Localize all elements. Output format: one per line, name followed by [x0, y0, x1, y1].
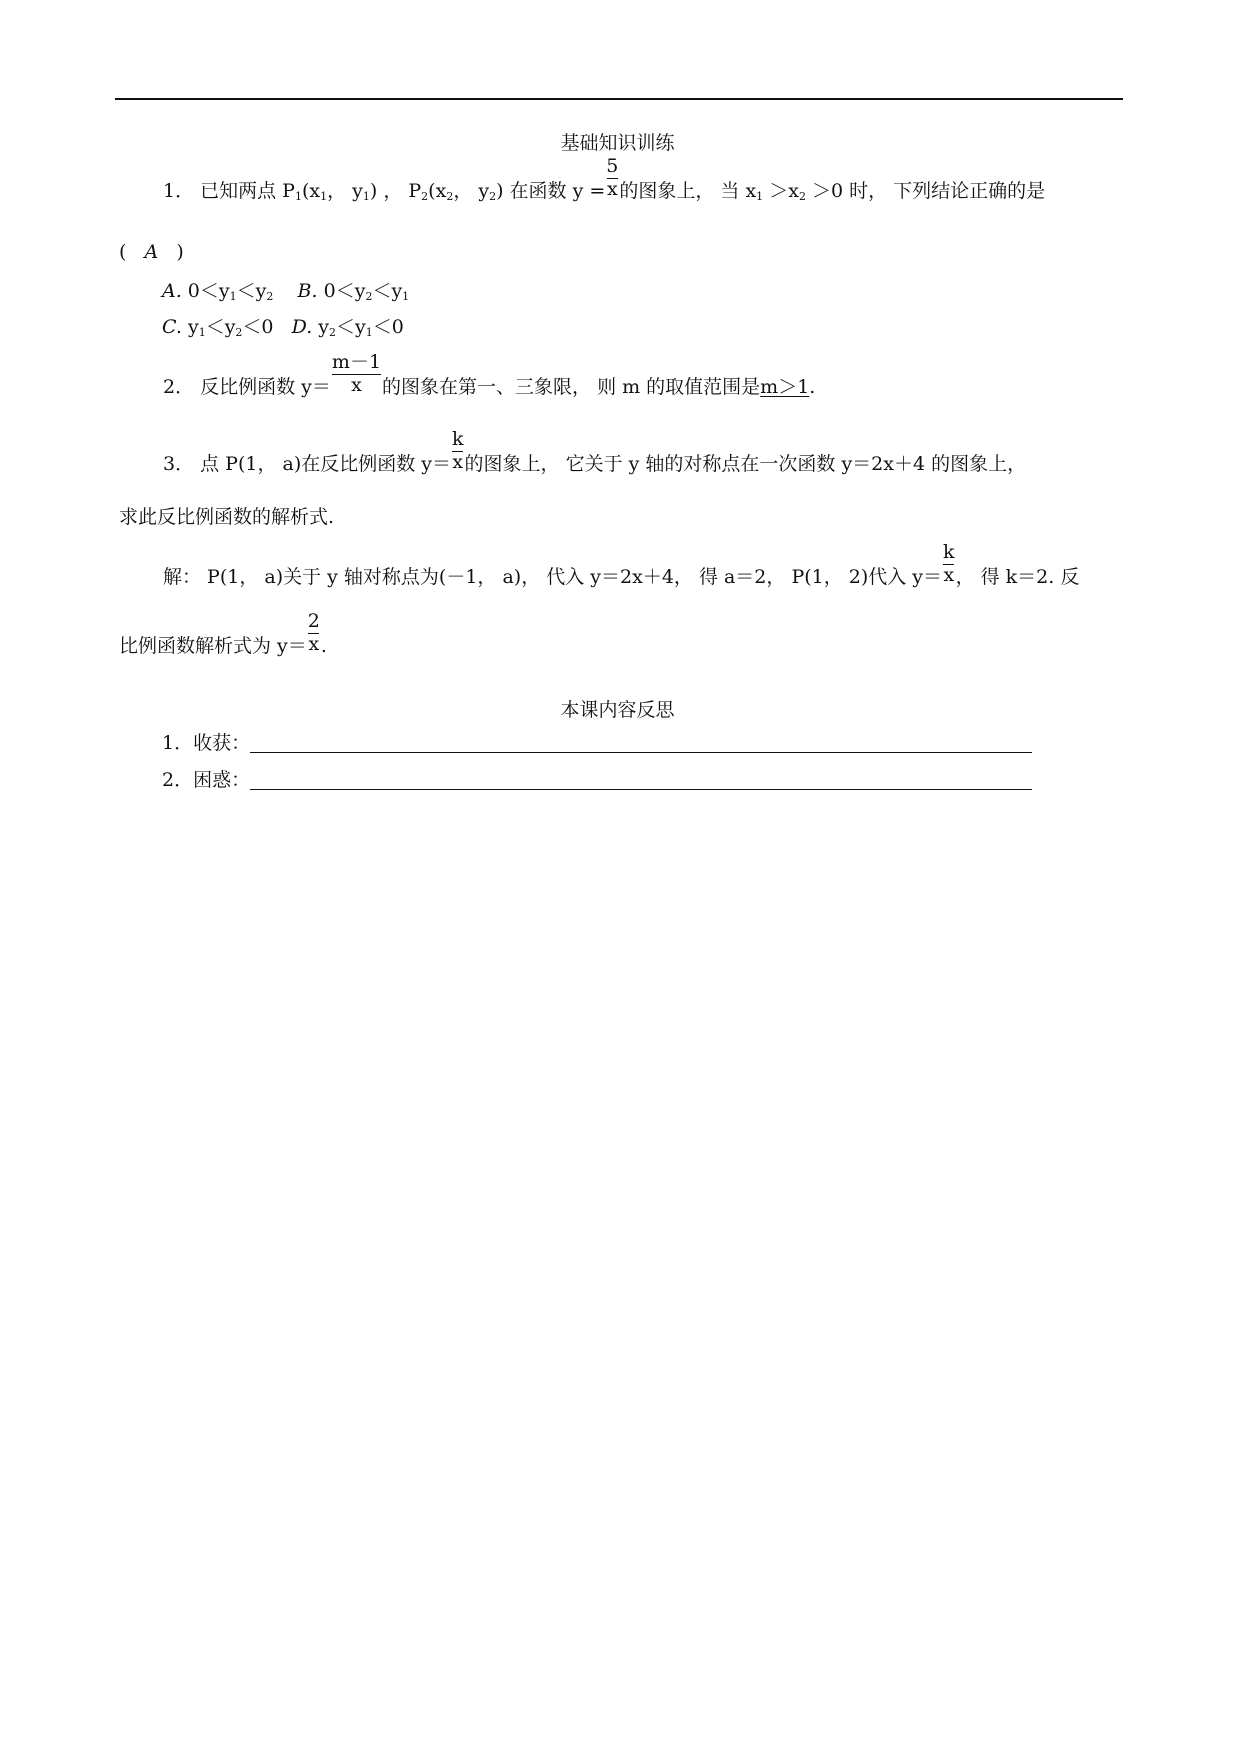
option-c-label: C. [162, 316, 182, 338]
option-d-label: D. [291, 316, 313, 338]
q3-fraction: $\frac{k}{x}$ [452, 427, 464, 473]
q3-result-fraction: $\frac{2}{x}$ [307, 609, 320, 655]
q3-line-2: 求此反比例函数的解析式. [119, 506, 335, 528]
reflection-item-1 [162, 733, 1032, 753]
option-b-label: B. [297, 280, 318, 302]
option-a-label: A. [162, 280, 182, 302]
q3-number: 3． [163, 453, 195, 475]
reflection-gain-label: 1．收获： [162, 732, 251, 754]
q2-fraction: $\frac{m-1}{x}$ [331, 350, 382, 396]
reflection-gain-blank[interactable] [250, 733, 1032, 753]
q1-number: 1． [163, 180, 195, 202]
q3-solution: 解： P(1， a)关于 y 轴对称点为(－1， a)， 代入 y＝2x＋4， 得 a＝2， P(1， 2)代入 y＝ $\frac{k}{x}$ ， 得 k＝2. 反 [163, 540, 1080, 588]
q1-answer: A [144, 241, 159, 263]
q2-number: 2． [163, 376, 195, 398]
q2-answer: m＞1 [760, 376, 810, 398]
question-2: 2． 反比例函数 y＝ $\frac{m-1}{x}$ 的图象在第一、三象限， 则 m 的取值范围是m＞1. [163, 350, 816, 398]
section-title: 基础知识训练 [560, 132, 675, 154]
reflection-item-2 [162, 770, 1032, 790]
header-rule [115, 98, 1123, 100]
q3-solution-line-2: 比例函数解析式为 y＝ $\frac{2}{x}$ . [119, 609, 327, 657]
reflection-confusion-label: 2．困惑： [162, 769, 251, 791]
q1-options-ab: A. $0<y_1<y_2$ B. $0<y_2<y_1$ [162, 280, 410, 303]
q1-options-cd: C. $y_1<y_2<0$ D. $y_2<y_1<0$ [162, 316, 404, 339]
q1-fraction: $\frac{5}{x}$ [606, 154, 619, 200]
q3-solution-fraction: $\frac{k}{x}$ [943, 540, 955, 586]
reflection-confusion-blank[interactable] [250, 770, 1032, 790]
reflection-title: 本课内容反思 [560, 699, 675, 721]
question-3: 3． 点 P(1， a)在反比例函数 y＝ $\frac{k}{x}$ 的图象上， 它关于 y 轴的对称点在一次函数 y＝2x＋4 的图象上， [163, 427, 1027, 475]
question-1: 1． 已知两点 $P_1(x_1$， $y_1$) ， $P_2(x_2$， $y_2$) 在函数 y = $\frac{5}{x}$ 的图象上， 当 $x_1 >x_2 >0$ 时， 下列结论正确的是 [163, 154, 1046, 203]
q1-answer-line: ( A ) [119, 241, 184, 263]
